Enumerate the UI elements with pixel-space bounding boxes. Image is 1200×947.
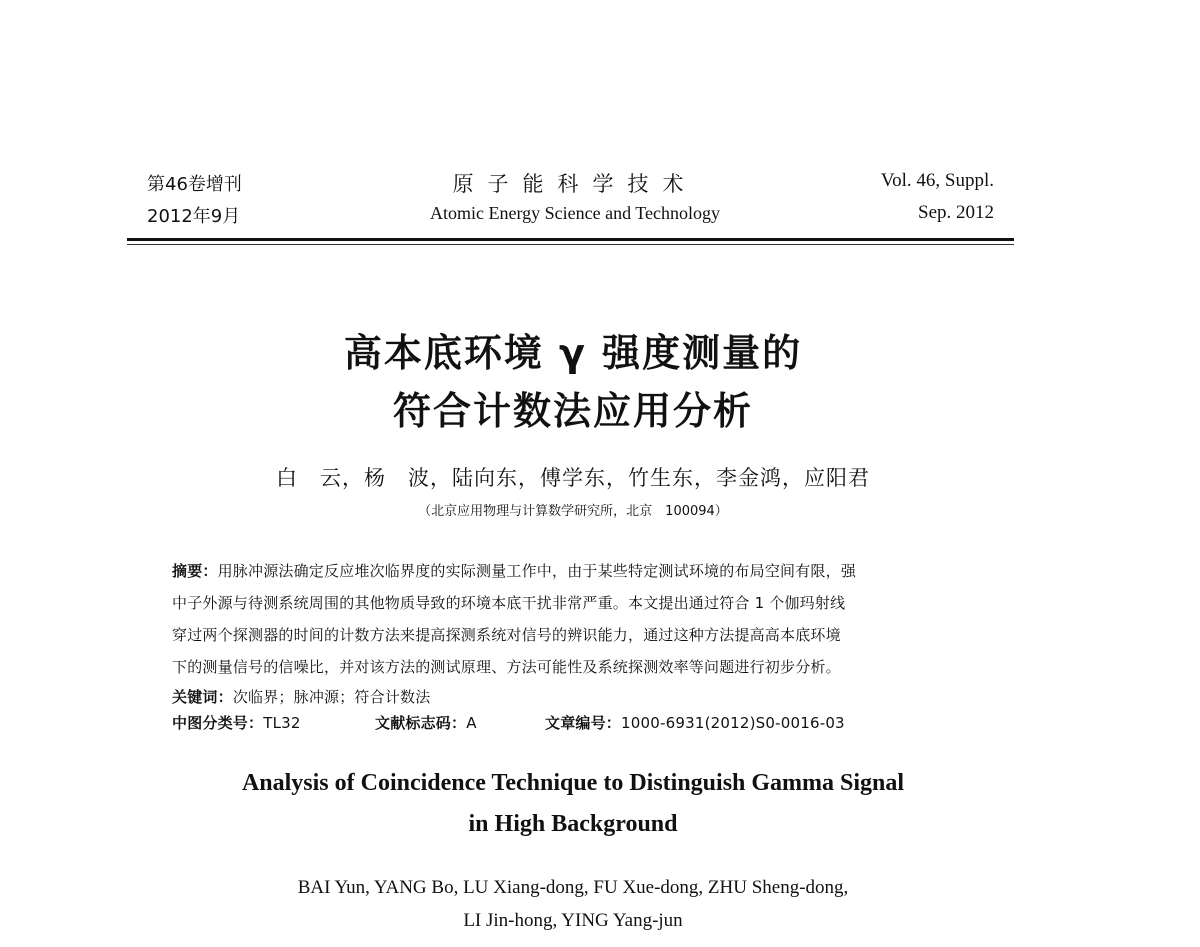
paper-title-en-line2: in High Background: [468, 811, 678, 837]
header-rule-thick: [127, 238, 1014, 241]
abstract-line-4: 下的测量信号的信噪比，并对该方法的测试原理、方法可能性及系统探测效率等问题进行初步分析。: [172, 658, 841, 676]
date-en: Sep. 2012: [918, 202, 994, 223]
abstract-line-3: 穿过两个探测器的时间的计数方法来提高探测系统对信号的辨识能力，通过这种方法提高高本底环境: [172, 626, 841, 644]
authors-en-line1: BAI Yun, YANG Bo, LU Xiang-dong, FU Xue-dong, ZHU Sheng-dong,: [297, 877, 849, 898]
date-cn: 2012年9月: [147, 206, 241, 227]
article-no-label: 文章编号：: [545, 714, 622, 732]
keywords-line: [172, 686, 430, 707]
journal-title-en: Atomic Energy Science and Technology: [430, 203, 720, 223]
paper-title-en-line1: Analysis of Coincidence Technique to Distinguish Gamma Signal: [241, 770, 905, 796]
keywords-label: 关键词：: [172, 688, 233, 706]
abstract-label: 摘要：: [172, 562, 218, 580]
volume-cn: 第46卷增刊: [147, 174, 242, 195]
authors-en-line2: LI Jin-hong, YING Yang-jun: [463, 910, 683, 931]
doc-code: [375, 712, 477, 733]
doc-code-value: A: [466, 714, 477, 732]
clc-number: [172, 712, 301, 733]
article-no-value: 1000-6931(2012)S0-0016-03: [621, 714, 845, 732]
doc-code-label: 文献标志码：: [375, 714, 467, 732]
affiliation-cn: （北京应用物理与计算数学研究所，北京 100094）: [418, 504, 728, 519]
paper-title-cn-line1: 高本底环境 γ 强度测量的: [343, 331, 803, 375]
journal-title-cn: 原子能科学技术: [452, 172, 698, 196]
header-rule-thin: [127, 244, 1014, 245]
clc-label: 中图分类号：: [172, 714, 264, 732]
volume-en: Vol. 46, Suppl.: [880, 170, 994, 191]
keywords-value: 次临界；脉冲源；符合计数法: [232, 688, 431, 706]
abstract-line-1: [172, 560, 856, 581]
clc-value: TL32: [263, 714, 301, 732]
paper-title-cn-line2: 符合计数法应用分析: [392, 389, 753, 433]
abstract-line-2: 中子外源与待测系统周围的其他物质导致的环境本底干扰非常严重。本文提出通过符合 1 个伽玛射线: [172, 594, 846, 612]
article-number: [545, 712, 845, 733]
authors-cn: 白 云，杨 波，陆向东，傅学东，竹生东，李金鸿，应阳君: [276, 466, 870, 490]
abstract-text-1: 用脉冲源法确定反应堆次临界度的实际测量工作中，由于某些特定测试环境的布局空间有限，强: [217, 562, 857, 580]
